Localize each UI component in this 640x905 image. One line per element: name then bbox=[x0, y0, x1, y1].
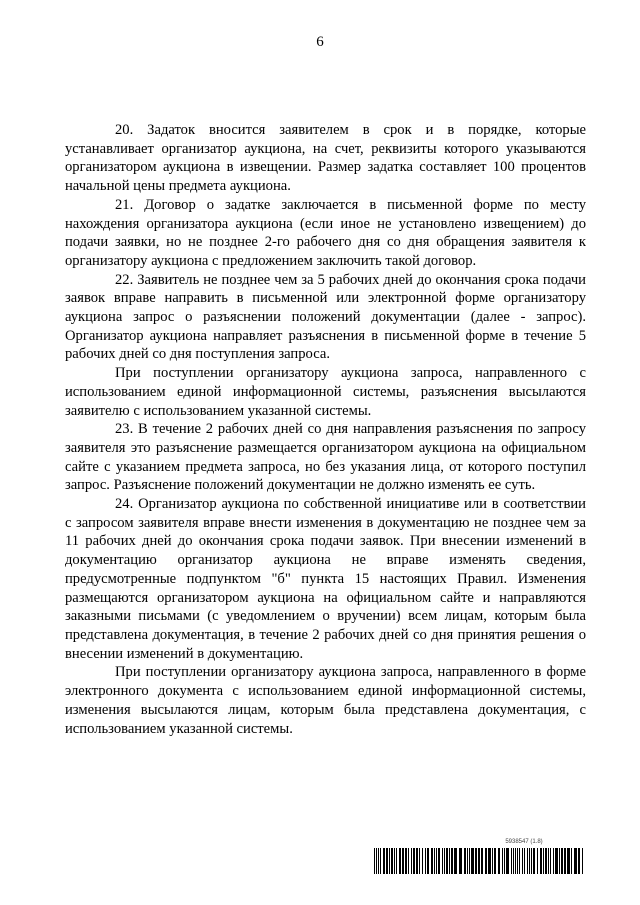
paragraph-24-continued: При поступлении организатору аукциона запроса, направленного в форме электронного документа с использованием единой информационной системы, изменения высылаются лицам, которым была представлена документация, с использованием указанной системы. bbox=[65, 664, 586, 737]
paragraph-23: 23. В течение 2 рабочих дней со дня направления разъяснения по запросу заявителя это разъяснение размещается организатором аукциона на официальном сайте с указанием предмета запроса, но без указания лица, от которого поступил запрос. Разъяснение положений документации не должно изменять ее суть. bbox=[65, 421, 586, 494]
paragraph-21: 21. Договор о задатке заключается в письменной форме по месту нахождения организатора аукциона (если иное не установлено извещением) до подачи заявки, но не позднее 2-го рабочего дня со дня обращения заявителя к организатору аукциона с предложением заключить такой договор. bbox=[65, 196, 586, 269]
page-number: 6 bbox=[316, 34, 324, 50]
paragraph-20: 20. Задаток вносится заявителем в срок и в порядке, которые устанавливает организатор аукциона, на счет, реквизиты которого указываются организатором аукциона в извещении. Размер задатка составляет 100 процентов начальной цены предмета аукциона. bbox=[65, 122, 586, 195]
barcode-icon bbox=[374, 848, 586, 874]
paragraph-22-continued: При поступлении организатору аукциона запроса, направленного с использованием единой информационной системы, разъяснения высылаются заявителю с использованием указанной системы. bbox=[65, 365, 586, 419]
paragraph-24: 24. Организатор аукциона по собственной инициативе или в соответствии с запросом заявителя вправе внести изменения в документацию не позднее чем за 11 рабочих дней до окончания срока подачи заявок. При внесении изменений в документацию организатор аукциона не вправе изменять сведения, предусмотренные подпунктом "б" пункта 15 настоящих Правил. Изменения размещаются организатором аукциона на официальном сайте и направляются заказными письмами (с уведомлением о вручении) всем лицам, которым была представлена документация, в течение 2 рабочих дней со дня принятия решения о внесении изменений в документацию. bbox=[65, 496, 586, 662]
document-body bbox=[65, 121, 586, 738]
paragraph-22: 22. Заявитель не позднее чем за 5 рабочих дней до окончания срока подачи заявок вправе направить в письменной или электронной форме организатору аукциона запрос о разъяснении положений документации (далее - запрос). Организатор аукциона направляет разъяснения в письменной форме в течение 5 рабочих дней со дня поступления запроса. bbox=[65, 271, 586, 363]
document-code: 5938547 (1.8) bbox=[505, 839, 543, 845]
